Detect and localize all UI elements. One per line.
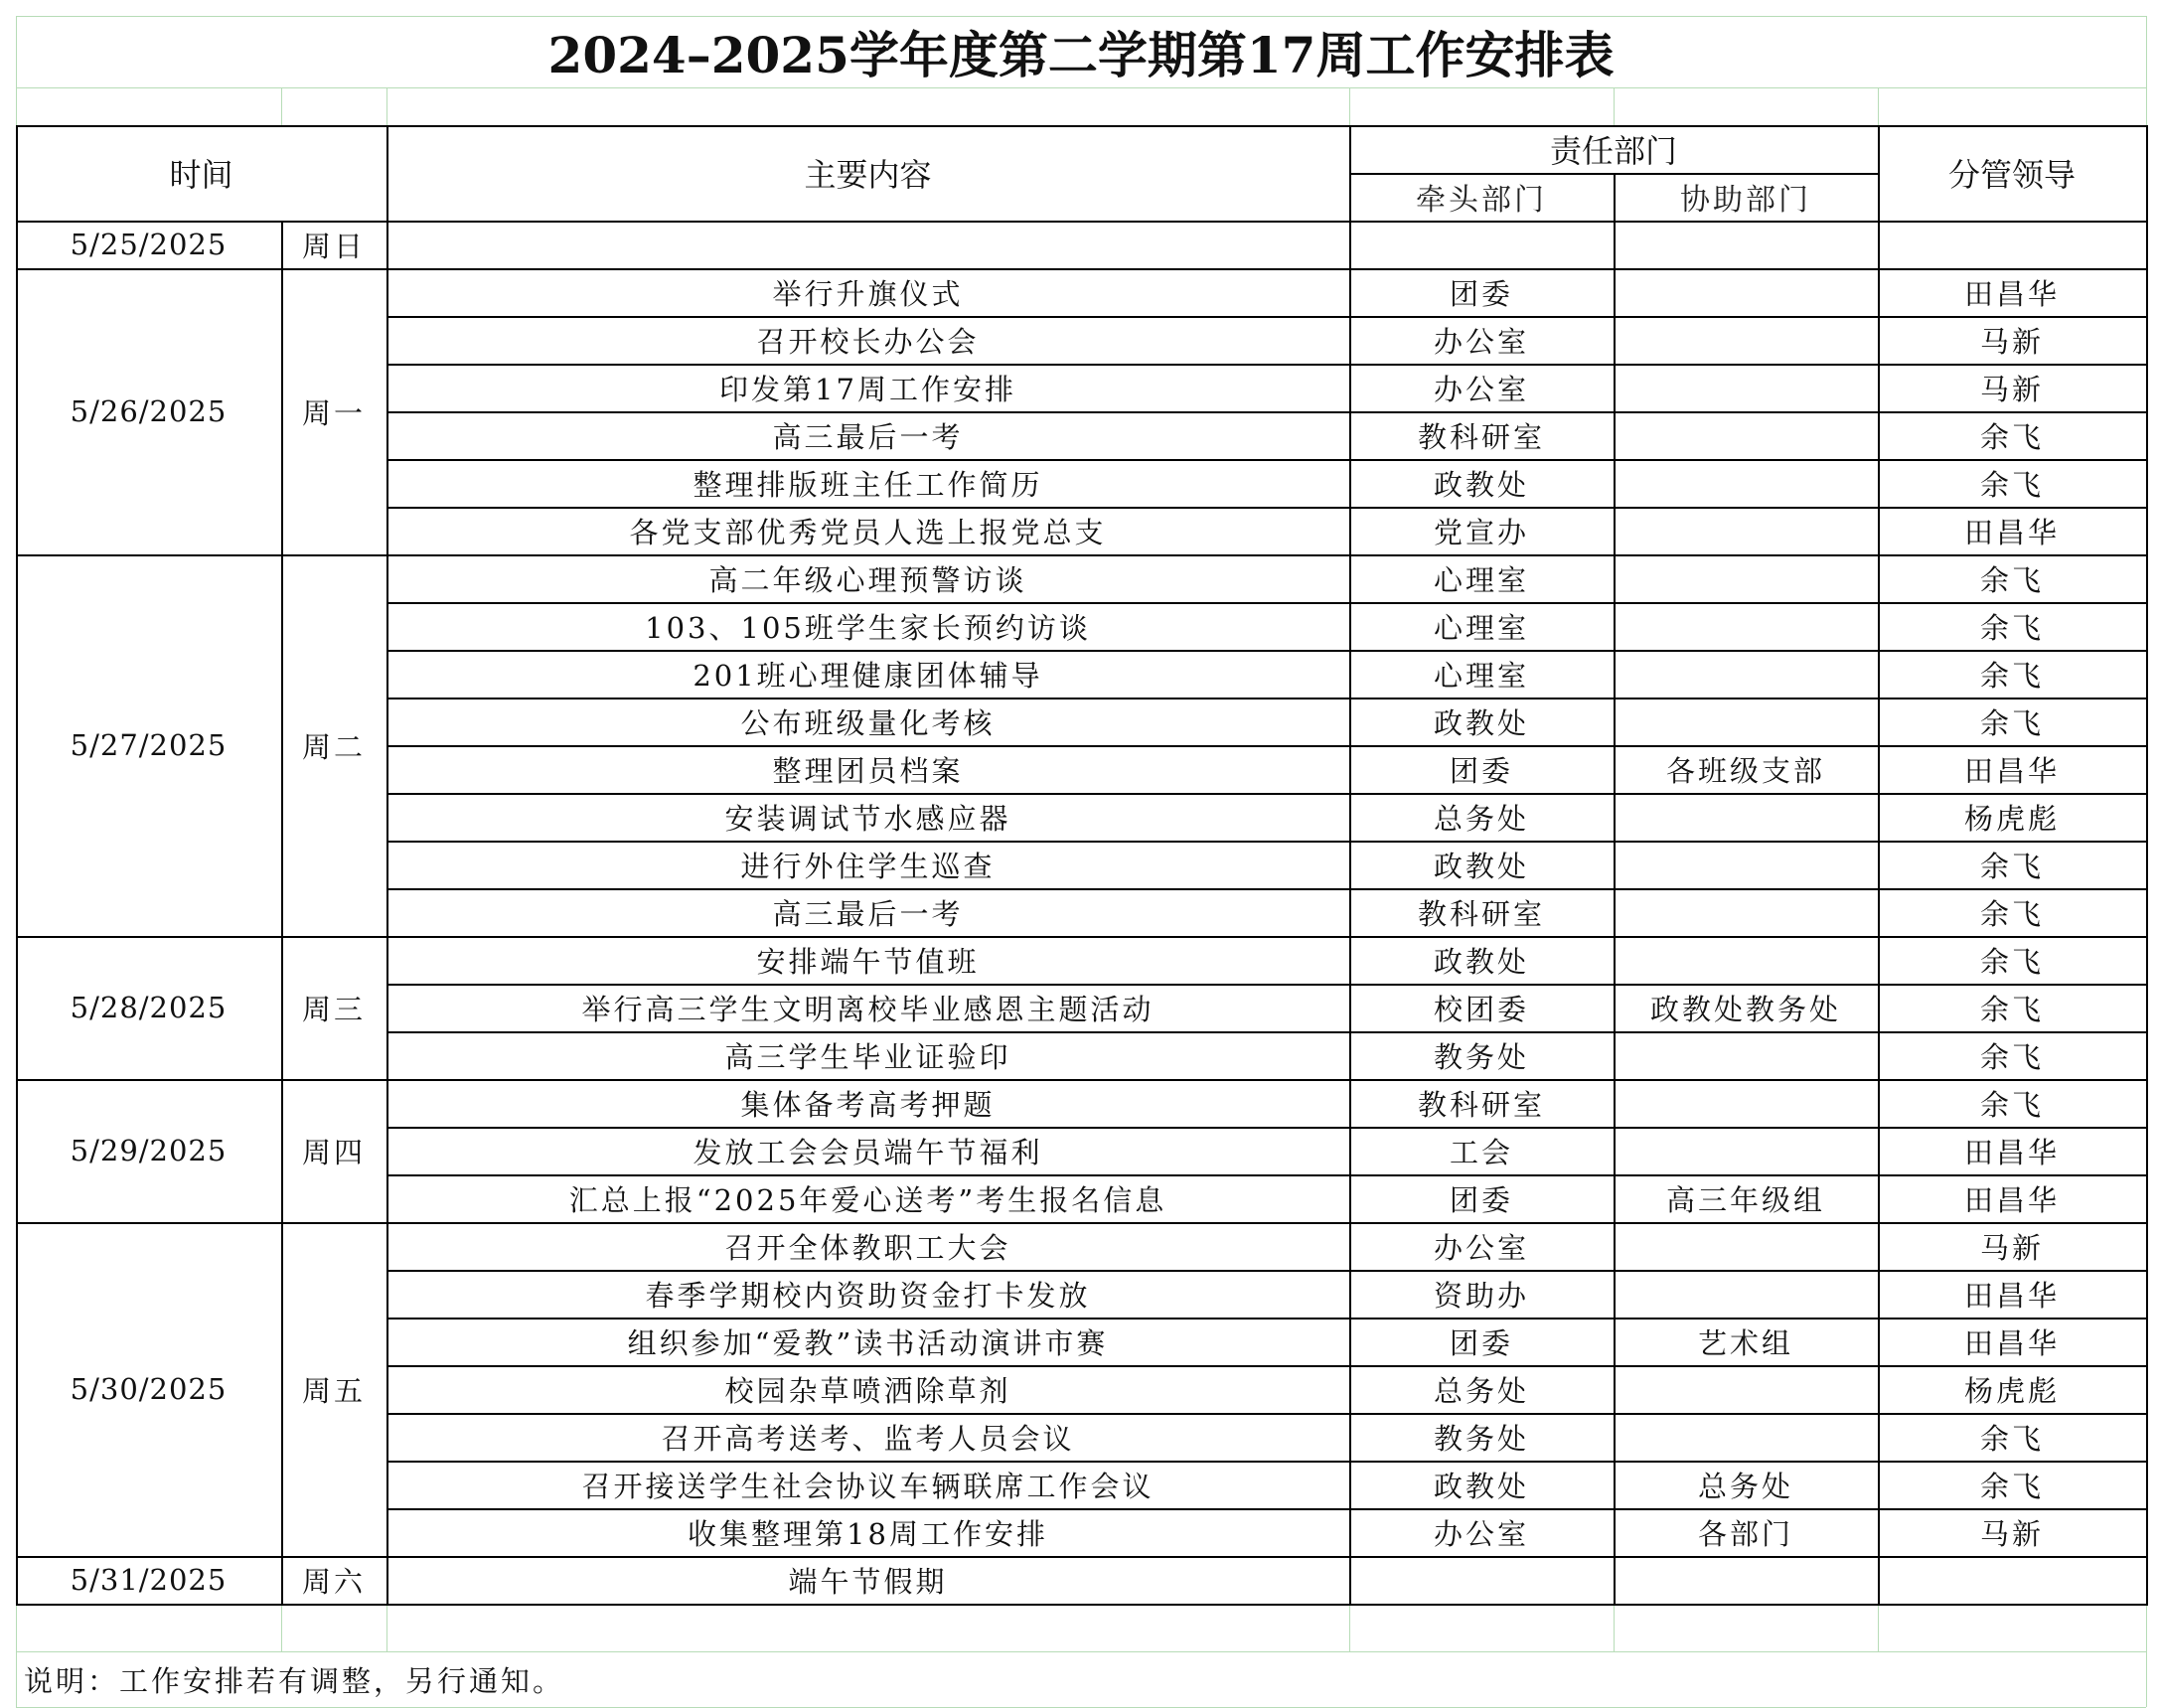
leader-cell: 田昌华 <box>1963 1325 2060 1360</box>
lead-dept-cell: 教务处 <box>1433 1039 1529 1074</box>
weekday-cell: 周二 <box>301 729 366 764</box>
grid-line <box>386 459 2146 461</box>
leader-cell: 余飞 <box>1979 610 2044 645</box>
column-header-time: 时间 <box>169 156 233 194</box>
lead-dept-cell: 办公室 <box>1433 1230 1529 1265</box>
leader-cell: 田昌华 <box>1963 753 2060 788</box>
column-header-content: 主要内容 <box>804 156 932 194</box>
lead-dept-cell: 教科研室 <box>1417 1087 1545 1122</box>
grid-line <box>386 1174 2146 1176</box>
task-content-cell: 校园杂草喷洒除草剂 <box>724 1373 1011 1408</box>
lead-dept-cell <box>1349 221 1614 268</box>
task-content-cell: 公布班级量化考核 <box>740 705 996 740</box>
sheet-gridline <box>1878 1604 1879 1651</box>
sheet-gridline <box>281 1604 282 1651</box>
leader-cell: 余飞 <box>1979 562 2044 597</box>
task-content-cell: 高二年级心理预警访谈 <box>708 562 1027 597</box>
task-content-cell: 高三学生毕业证验印 <box>724 1039 1011 1074</box>
assist-dept-cell <box>1614 1556 1878 1604</box>
assist-dept-cell: 各班级支部 <box>1665 753 1825 788</box>
task-content-cell: 安装调试节水感应器 <box>724 801 1011 836</box>
lead-dept-cell: 心理室 <box>1433 658 1529 693</box>
assist-dept-cell <box>1614 1365 1878 1413</box>
lead-dept-cell: 团委 <box>1449 1325 1513 1360</box>
lead-dept-cell: 政教处 <box>1433 944 1529 979</box>
assist-dept-cell <box>1614 221 1878 268</box>
date-cell: 5/26/2025 <box>70 394 228 428</box>
assist-dept-cell <box>1614 841 1878 888</box>
leader-cell: 余飞 <box>1979 467 2044 502</box>
page-title: 2024–2025学年度第二学期第17周工作安排表 <box>547 26 1615 84</box>
grid-line <box>386 650 2146 652</box>
sheet-gridline <box>1614 87 1615 125</box>
lead-dept-cell: 政教处 <box>1433 849 1529 883</box>
leader-cell: 余飞 <box>1979 944 2044 979</box>
date-cell: 5/28/2025 <box>70 991 228 1024</box>
column-header-leader: 分管领导 <box>1947 156 2076 194</box>
lead-dept-cell: 团委 <box>1449 276 1513 311</box>
lead-dept-cell: 办公室 <box>1433 372 1529 406</box>
assist-dept-cell <box>1614 793 1878 841</box>
leader-cell: 余飞 <box>1979 1469 2044 1503</box>
lead-dept-cell: 心理室 <box>1433 610 1529 645</box>
assist-dept-cell <box>1614 650 1878 698</box>
column-header-lead-dept: 牵头部门 <box>1416 183 1547 218</box>
leader-cell: 田昌华 <box>1963 1182 2060 1217</box>
assist-dept-cell: 艺术组 <box>1697 1325 1793 1360</box>
leader-cell: 马新 <box>1979 1230 2044 1265</box>
grid-line <box>386 316 2146 318</box>
column-header-responsible-dept: 责任部门 <box>1549 132 1677 170</box>
lead-dept-cell: 团委 <box>1449 1182 1513 1217</box>
task-content-cell: 端午节假期 <box>788 1564 948 1599</box>
assist-dept-cell: 高三年级组 <box>1665 1182 1825 1217</box>
grid-line <box>386 984 2146 986</box>
grid-line <box>386 793 2146 795</box>
lead-dept-cell: 政教处 <box>1433 705 1529 740</box>
leader-cell: 余飞 <box>1979 849 2044 883</box>
task-content-cell: 印发第17周工作安排 <box>719 372 1016 406</box>
weekday-cell: 周三 <box>301 992 366 1026</box>
grid-line <box>386 1508 2146 1510</box>
lead-dept-cell: 团委 <box>1449 753 1513 788</box>
weekday-cell: 周五 <box>301 1373 366 1408</box>
lead-dept-cell: 教务处 <box>1433 1421 1529 1456</box>
date-cell: 5/31/2025 <box>70 1563 228 1597</box>
leader-cell: 田昌华 <box>1963 1278 2060 1313</box>
grid-line <box>386 841 2146 843</box>
lead-dept-cell: 办公室 <box>1433 1516 1529 1551</box>
task-content-cell: 举行升旗仪式 <box>772 276 964 311</box>
task-content-cell: 103、105班学生家长预约访谈 <box>645 610 1091 645</box>
lead-dept-cell: 总务处 <box>1433 801 1529 836</box>
leader-cell <box>1878 1556 2146 1604</box>
grid-line <box>386 602 2146 604</box>
leader-cell: 马新 <box>1979 372 2044 406</box>
assist-dept-cell <box>1614 698 1878 745</box>
lead-dept-cell: 党宣办 <box>1433 515 1529 549</box>
sheet-gridline <box>1349 87 1350 125</box>
sheet-gridline <box>386 87 387 125</box>
grid-line <box>386 698 2146 699</box>
date-cell: 5/29/2025 <box>70 1134 228 1167</box>
grid-line <box>386 1031 2146 1033</box>
lead-dept-cell: 教科研室 <box>1417 419 1545 454</box>
grid-line <box>386 1365 2146 1367</box>
sheet-gridline <box>16 87 2146 88</box>
assist-dept-cell <box>1614 1127 1878 1174</box>
task-content-cell: 召开全体教职工大会 <box>724 1230 1011 1265</box>
assist-dept-cell <box>1614 1270 1878 1318</box>
grid-line <box>386 411 2146 413</box>
grid-line <box>386 1413 2146 1415</box>
date-cell: 5/27/2025 <box>70 728 228 762</box>
leader-cell: 马新 <box>1979 1516 2044 1551</box>
task-content-cell: 召开高考送考、监考人员会议 <box>661 1421 1075 1456</box>
task-content-cell: 整理排版班主任工作简历 <box>693 467 1043 502</box>
task-content-cell: 201班心理健康团体辅导 <box>693 658 1043 693</box>
lead-dept-cell: 政教处 <box>1433 467 1529 502</box>
task-content-cell: 举行高三学生文明离校毕业感恩主题活动 <box>581 992 1155 1026</box>
assist-dept-cell <box>1614 602 1878 650</box>
leader-cell: 杨虎彪 <box>1963 801 2060 836</box>
sheet-gridline <box>1349 1604 1350 1651</box>
task-content-cell: 召开接送学生社会协议车辆联席工作会议 <box>581 1469 1155 1503</box>
leader-cell: 余飞 <box>1979 1087 2044 1122</box>
sheet-gridline <box>386 1604 387 1651</box>
leader-cell: 余飞 <box>1979 658 2044 693</box>
task-content-cell: 集体备考高考押题 <box>740 1087 996 1122</box>
leader-cell: 余飞 <box>1979 1039 2044 1074</box>
grid-line <box>2146 125 2148 1606</box>
footnote: 说明：工作安排若有调整，另行通知。 <box>24 1663 565 1698</box>
leader-cell <box>1878 221 2146 268</box>
sheet-gridline <box>1614 1604 1615 1651</box>
grid-line <box>16 1604 2147 1606</box>
date-cell: 5/25/2025 <box>70 228 228 261</box>
task-content-cell: 召开校长办公会 <box>756 324 980 359</box>
lead-dept-cell <box>1349 1556 1614 1604</box>
leader-cell: 田昌华 <box>1963 276 2060 311</box>
weekday-cell: 周一 <box>301 395 366 430</box>
task-content-cell: 春季学期校内资助资金打卡发放 <box>645 1278 1091 1313</box>
lead-dept-cell: 教科研室 <box>1417 896 1545 931</box>
column-header-assist-dept: 协助部门 <box>1680 183 1811 218</box>
task-content-cell: 高三最后一考 <box>772 896 964 931</box>
leader-cell: 余飞 <box>1979 705 2044 740</box>
leader-cell: 田昌华 <box>1963 515 2060 549</box>
assist-dept-cell <box>1614 268 1878 316</box>
task-content-cell: 进行外住学生巡查 <box>740 849 996 883</box>
grid-line <box>386 1318 2146 1320</box>
assist-dept-cell <box>1614 554 1878 602</box>
assist-dept-cell <box>1614 316 1878 364</box>
grid-line <box>386 745 2146 747</box>
lead-dept-cell: 工会 <box>1449 1135 1513 1169</box>
sheet-gridline <box>281 87 282 125</box>
task-content-cell: 收集整理第18周工作安排 <box>688 1516 1048 1551</box>
grid-line <box>386 1270 2146 1272</box>
sheet-gridline <box>1878 87 1879 125</box>
grid-line <box>386 1461 2146 1463</box>
assist-dept-cell <box>1614 1413 1878 1461</box>
assist-dept-cell: 各部门 <box>1697 1516 1793 1551</box>
assist-dept-cell: 政教处教务处 <box>1649 992 1841 1026</box>
grid-line <box>386 364 2146 366</box>
assist-dept-cell: 总务处 <box>1697 1469 1793 1503</box>
task-content-cell: 各党支部优秀党员人选上报党总支 <box>629 515 1107 549</box>
assist-dept-cell <box>1614 459 1878 507</box>
task-content-cell <box>386 221 1349 268</box>
weekday-cell: 周四 <box>301 1135 366 1169</box>
assist-dept-cell <box>1614 1079 1878 1127</box>
leader-cell: 杨虎彪 <box>1963 1373 2060 1408</box>
task-content-cell: 汇总上报“2025年爱心送考”考生报名信息 <box>568 1182 1167 1217</box>
assist-dept-cell <box>1614 411 1878 459</box>
lead-dept-cell: 资助办 <box>1433 1278 1529 1313</box>
task-content-cell: 发放工会会员端午节福利 <box>693 1135 1043 1169</box>
lead-dept-cell: 校团委 <box>1433 992 1529 1026</box>
assist-dept-cell <box>1614 1222 1878 1270</box>
leader-cell: 余飞 <box>1979 896 2044 931</box>
date-cell: 5/30/2025 <box>70 1372 228 1406</box>
lead-dept-cell: 心理室 <box>1433 562 1529 597</box>
assist-dept-cell <box>1614 507 1878 554</box>
grid-line <box>386 507 2146 509</box>
assist-dept-cell <box>1614 888 1878 936</box>
task-content-cell: 组织参加“爱教”读书活动演讲市赛 <box>627 1325 1109 1360</box>
task-content-cell: 高三最后一考 <box>772 419 964 454</box>
task-content-cell: 安排端午节值班 <box>756 944 980 979</box>
task-content-cell: 整理团员档案 <box>772 753 964 788</box>
leader-cell: 马新 <box>1979 324 2044 359</box>
lead-dept-cell: 总务处 <box>1433 1373 1529 1408</box>
leader-cell: 田昌华 <box>1963 1135 2060 1169</box>
grid-line <box>386 1127 2146 1129</box>
weekday-cell: 周六 <box>301 1564 366 1599</box>
lead-dept-cell: 办公室 <box>1433 324 1529 359</box>
assist-dept-cell <box>1614 1031 1878 1079</box>
leader-cell: 余飞 <box>1979 419 2044 454</box>
assist-dept-cell <box>1614 364 1878 411</box>
lead-dept-cell: 政教处 <box>1433 1469 1529 1503</box>
grid-line <box>386 888 2146 890</box>
weekday-cell: 周日 <box>301 229 366 263</box>
assist-dept-cell <box>1614 936 1878 984</box>
leader-cell: 余飞 <box>1979 992 2044 1026</box>
leader-cell: 余飞 <box>1979 1421 2044 1456</box>
